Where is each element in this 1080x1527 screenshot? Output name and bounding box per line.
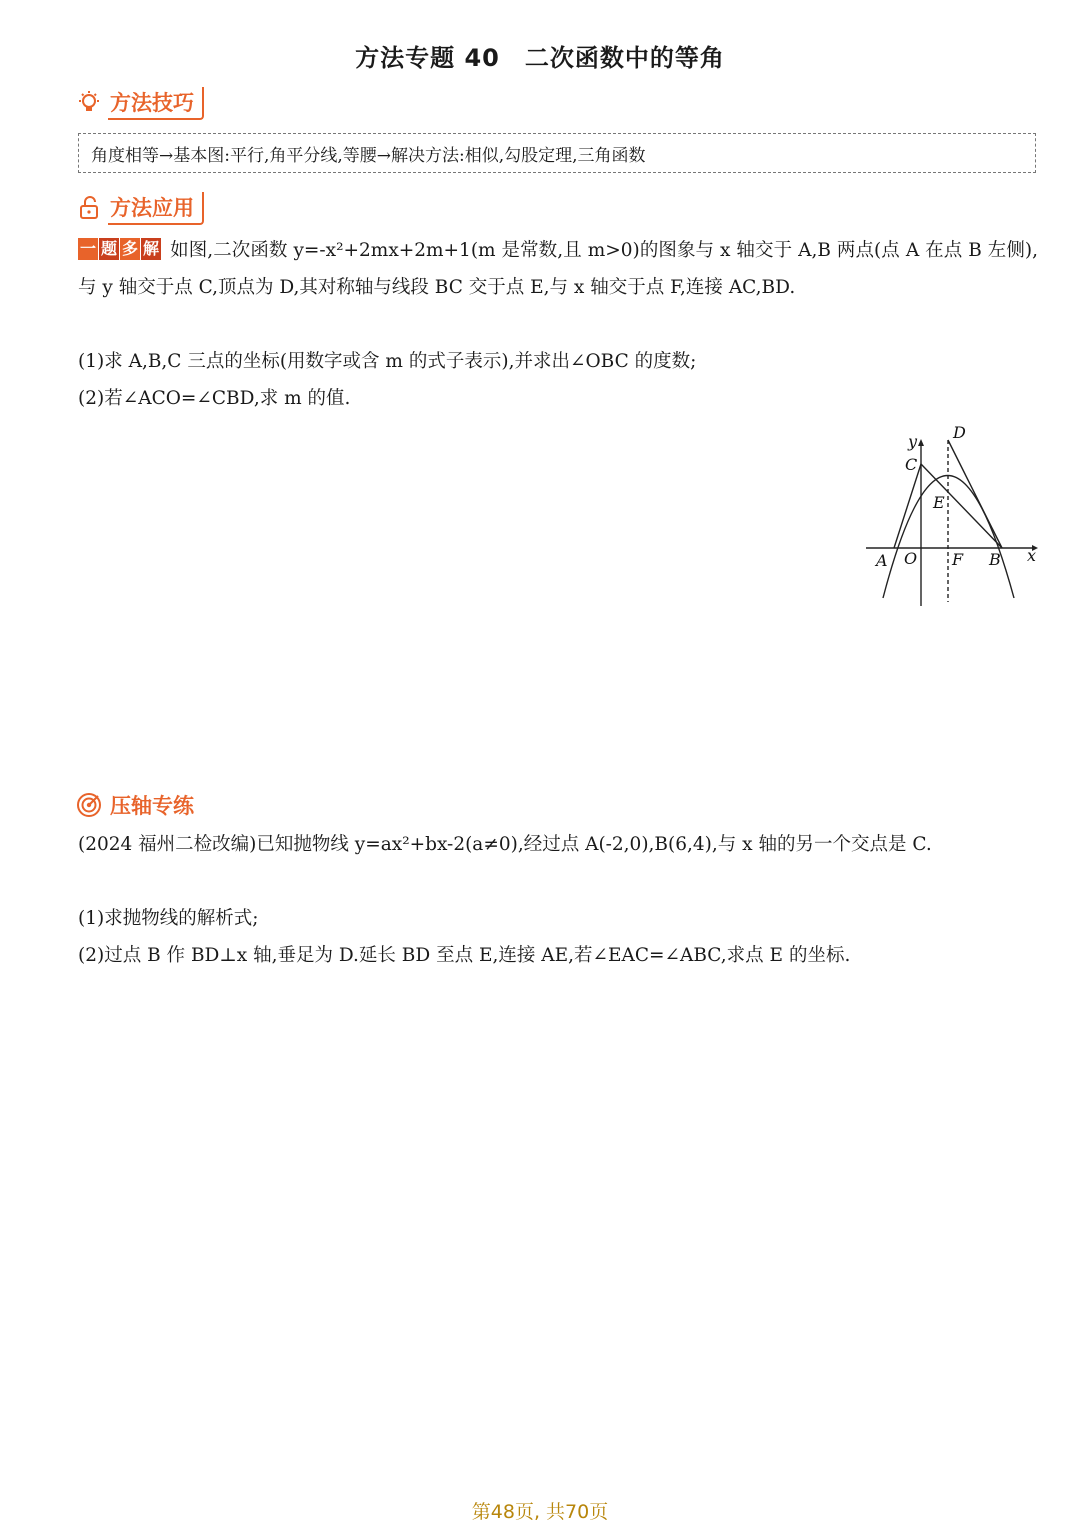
parabola-curve xyxy=(883,476,1014,599)
problem2-question-2: (2)过点 B 作 BD⊥x 轴,垂足为 D.延长 BD 至点 E,连接 AE,若∠EAC=∠ABC,求点 E 的坐标. xyxy=(78,945,851,966)
section-header-practice xyxy=(76,788,202,822)
label-A: A xyxy=(876,551,888,570)
section-label-tips: 方法技巧 xyxy=(108,87,204,120)
label-y: y xyxy=(908,432,918,451)
multi-solution-badge xyxy=(78,238,162,260)
label-D: D xyxy=(953,423,966,442)
y-axis-arrow xyxy=(918,439,924,446)
target-icon xyxy=(76,792,102,818)
segment-AC xyxy=(894,464,921,548)
page-footer: 第48页, 共70页 xyxy=(471,1501,609,1523)
label-O: O xyxy=(904,549,918,568)
problem1-question-1: (1)求 A,B,C 三点的坐标(用数字或含 m 的式子表示),并求出∠OBC 的度数; xyxy=(78,351,697,372)
badge-char: 一 xyxy=(80,239,97,258)
label-E: E xyxy=(933,493,945,512)
lightbulb-icon xyxy=(76,90,102,116)
badge-char: 解 xyxy=(143,239,160,258)
label-C: C xyxy=(905,455,918,474)
page-title: 方法专题 40 二次函数中的等角 xyxy=(355,44,725,72)
parabola-figure xyxy=(860,420,1045,610)
unlock-icon xyxy=(76,195,102,221)
problem1-stem-block xyxy=(78,232,1038,306)
label-x: x xyxy=(1027,546,1037,565)
label-F: F xyxy=(952,550,964,569)
tips-content: 角度相等→基本图:平行,角平分线,等腰→解决方法:相似,勾股定理,三角函数 xyxy=(91,145,646,166)
section-label-apply: 方法应用 xyxy=(108,192,204,225)
section-header-apply xyxy=(76,191,204,225)
problem2-stem: (2024 福州二检改编)已知抛物线 y=ax²+bx-2(a≠0),经过点 A(-2,0),B(6,4),与 x 轴的另一个交点是 C. xyxy=(78,834,932,855)
problem2-question-1: (1)求抛物线的解析式; xyxy=(78,908,259,929)
badge-char: 题 xyxy=(101,239,118,258)
section-label-practice: 压轴专练 xyxy=(110,793,194,818)
section-header-tips xyxy=(76,86,204,120)
label-B: B xyxy=(989,550,1001,569)
problem1-stem: 如图,二次函数 y=-x²+2mx+2m+1(m 是常数,且 m>0)的图象与 x 轴交于 A,B 两点(点 A 在点 B 左侧),与 y 轴交于点 C,顶点为 D,其对称轴与线段 BC 交于点 E,与 x 轴交于点 F,连接 AC,BD. xyxy=(78,240,1038,298)
badge-char: 多 xyxy=(122,239,139,258)
segment-BD xyxy=(948,440,1002,548)
tips-box xyxy=(78,133,1036,173)
problem1-question-2: (2)若∠ACO=∠CBD,求 m 的值. xyxy=(78,388,351,409)
